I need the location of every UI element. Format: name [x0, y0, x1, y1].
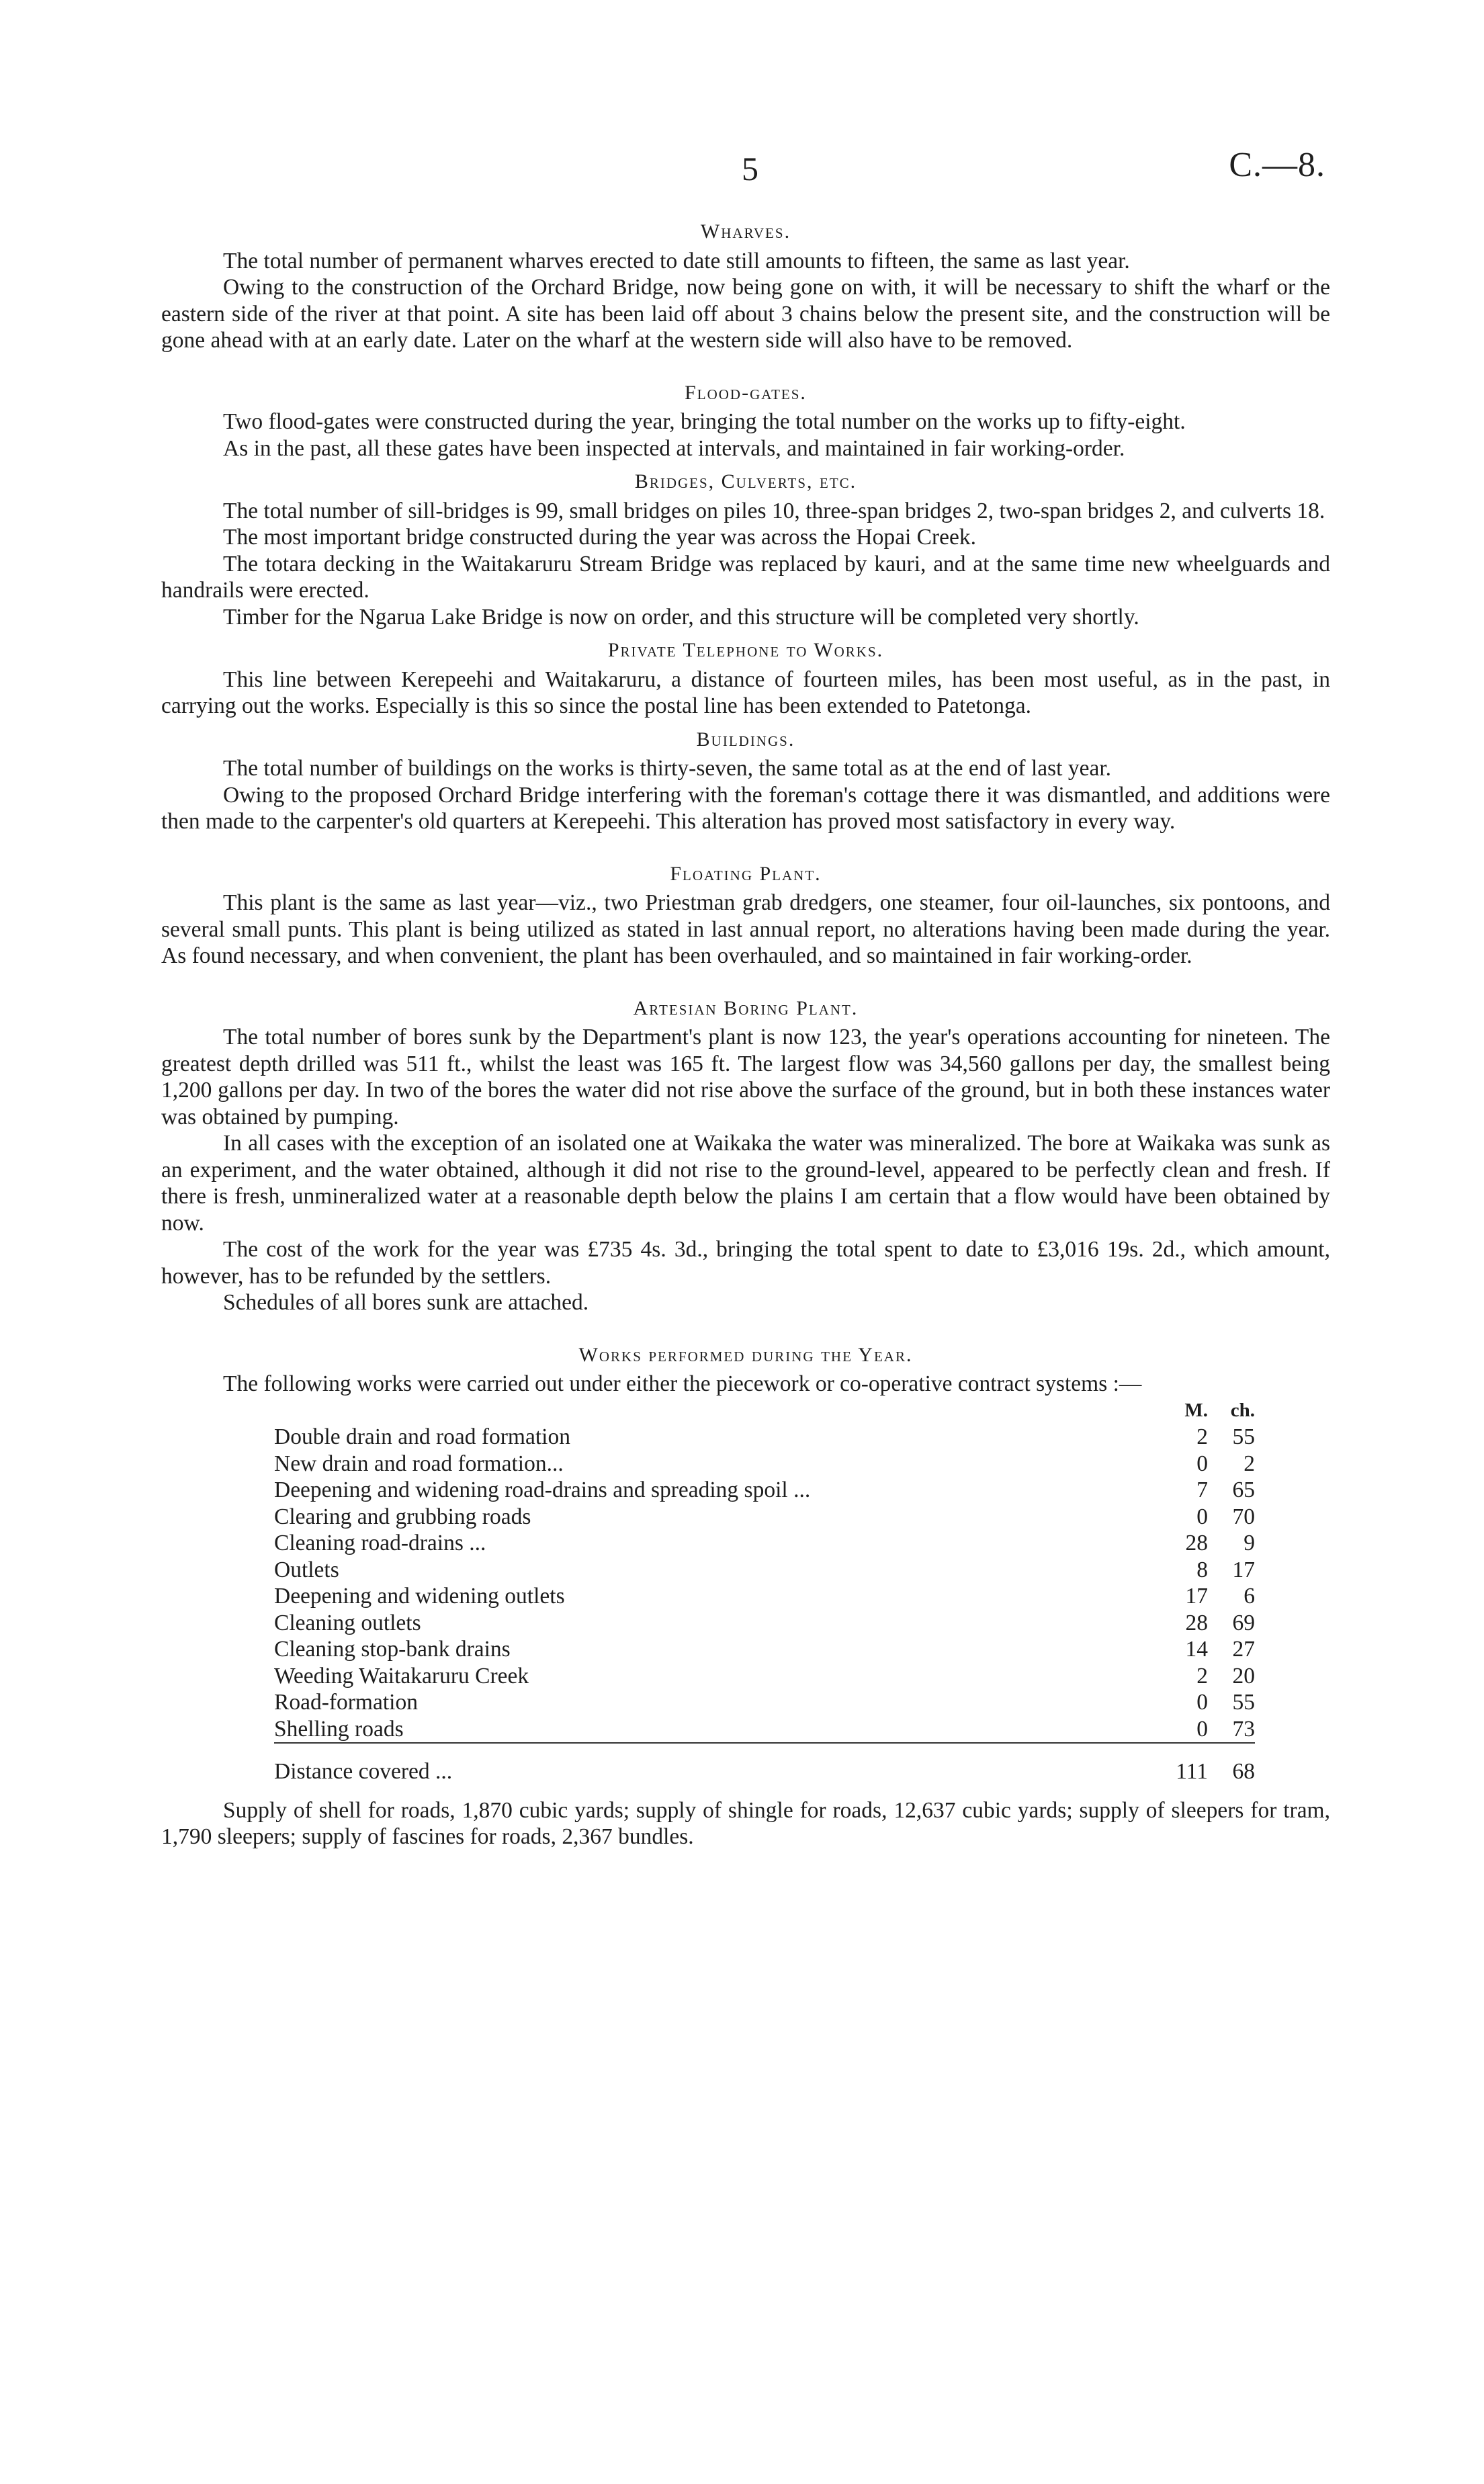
work-miles: 0 [1196, 1451, 1208, 1476]
section-heading-floating-plant: Floating Plant. [670, 862, 822, 885]
paragraph: The total number of bores sunk by the Department's plant is now 123, the year's operations accounting for nineteen. The greatest depth drilled was 511 ft., whilst the least was 165 ft. The largest flow was 34,560 gallons per day, the smallest being 1,200 gallons per day. In two of the bores the water did not rise above the surface of the ground, but in both these instances water was obtained by pumping. [161, 1025, 1330, 1129]
work-chains: 73 [1232, 1716, 1255, 1742]
work-label: Weeding Waitakaruru Creek [274, 1663, 529, 1688]
work-chains: 2 [1243, 1451, 1255, 1476]
work-miles: 17 [1185, 1584, 1208, 1609]
paragraph: This line between Kerepeehi and Waitakaruru, a distance of fourteen miles, has been most useful, as in the past, in carrying out the works. Especially is this so since the postal line has been extended to Patetonga. [161, 667, 1330, 718]
total-row [274, 1743, 1255, 1785]
paragraph: The total number of buildings on the works is thirty-seven, the same total as at the end of last year. [223, 756, 1112, 781]
table-row [274, 1610, 1255, 1637]
work-label: Cleaning stop-bank drains [274, 1637, 511, 1662]
table-row [274, 1663, 1255, 1690]
work-miles: 2 [1196, 1424, 1208, 1449]
table-row [274, 1504, 1255, 1531]
work-label: Deepening and widening outlets [274, 1584, 565, 1609]
paragraph: This plant is the same as last year—viz., two Priestman grab dredgers, one steamer, four oil-launches, six pontoons, and several small punts. This plant is being utilized as stated in last annual report, no alterations having been made during the year. As found necessary, and when convenient, the plant has been overhauled, and so maintained in fair working-order. [161, 890, 1330, 968]
work-chains: 9 [1243, 1531, 1255, 1555]
paragraph: The cost of the work for the year was £735 4s. 3d., bringing the total spent to date to £3,016 19s. 2d., which amount, however, has to be refunded by the settlers. [161, 1237, 1330, 1289]
page-reference: C.—8. [1229, 146, 1325, 184]
work-chains: 55 [1232, 1690, 1255, 1715]
work-label: Cleaning outlets [274, 1610, 421, 1635]
work-chains: 69 [1232, 1610, 1255, 1635]
paragraph: The totara decking in the Waitakaruru Stream Bridge was replaced by kauri, and at the same time new wheelguards and handrails were erected. [161, 551, 1330, 603]
work-miles: 28 [1185, 1531, 1208, 1555]
work-miles: 28 [1185, 1610, 1208, 1635]
work-chains: 70 [1232, 1504, 1255, 1529]
section-heading-works: Works performed during the Year. [578, 1343, 913, 1366]
total-label: Distance covered ... [274, 1743, 1147, 1785]
work-miles: 7 [1196, 1477, 1208, 1502]
document-body [161, 218, 1330, 1850]
work-chains: 20 [1232, 1663, 1255, 1688]
table-row [274, 1424, 1255, 1451]
works-table [274, 1398, 1255, 1785]
works-intro: The following works were carried out under either the piecework or co-operative contract systems :— [223, 1371, 1142, 1396]
paragraph: The most important bridge constructed during the year was across the Hopai Creek. [223, 525, 976, 550]
paragraph: In all cases with the exception of an isolated one at Waikaka the water was mineralized. The bore at Waikaka was sunk as an experiment, and the water obtained, although it did not rise to the ground-level, appeared to be perfectly clean and fresh. If there is fresh, unmineralized water at a reasonable depth below the plains I am certain that a flow would have been obtained by now. [161, 1131, 1330, 1236]
work-miles: 0 [1196, 1504, 1208, 1529]
work-chains: 6 [1243, 1584, 1255, 1609]
table-row [274, 1716, 1255, 1744]
work-label: Clearing and grubbing roads [274, 1504, 531, 1529]
works-table-header [274, 1398, 1255, 1424]
column-header-miles: M. [1184, 1399, 1208, 1421]
work-chains: 27 [1232, 1637, 1255, 1662]
work-label: Outlets [274, 1557, 339, 1582]
section-heading-buildings: Buildings. [696, 728, 795, 751]
table-row [274, 1689, 1255, 1716]
total-chains: 68 [1208, 1743, 1255, 1785]
table-row [274, 1636, 1255, 1663]
total-miles: 111 [1147, 1743, 1208, 1785]
paragraph: As in the past, all these gates have been inspected at intervals, and maintained in fair working-order. [223, 435, 1125, 461]
work-miles: 0 [1196, 1716, 1208, 1742]
table-row [274, 1530, 1255, 1557]
section-heading-flood-gates: Flood-gates. [685, 381, 807, 404]
table-row [274, 1557, 1255, 1584]
section-heading-bridges: Bridges, Culverts, etc. [634, 470, 857, 492]
table-row [274, 1583, 1255, 1610]
paragraph: Two flood-gates were constructed during the year, bringing the total number on the works up to fifty-eight. [223, 409, 1186, 434]
supply-paragraph: Supply of shell for roads, 1,870 cubic yards; supply of shingle for roads, 12,637 cubic yards; supply of sleepers for tram, 1,790 sleepers; supply of fascines for roads, 2,367 bundles. [161, 1797, 1330, 1849]
paragraph: Owing to the proposed Orchard Bridge interfering with the foreman's cottage there it was dismantled, and additions were then made to the carpenter's old quarters at Kerepeehi. This alteration has proved most satisfactory in every way. [161, 782, 1330, 834]
work-miles: 2 [1196, 1663, 1208, 1688]
work-label: Cleaning road-drains ... [274, 1531, 486, 1555]
column-header-chains: ch. [1230, 1399, 1255, 1421]
page-number: 5 [742, 150, 758, 187]
section-heading-telephone: Private Telephone to Works. [607, 639, 884, 661]
work-label: Road-formation [274, 1690, 418, 1715]
paragraph: Timber for the Ngarua Lake Bridge is now on order, and this structure will be completed very shortly. [223, 604, 1139, 630]
paragraph: Owing to the construction of the Orchard Bridge, now being gone on with, it will be necessary to shift the wharf or the eastern side of the river at that point. A site has been laid off about 3 chains below the present site, and the construction will be gone ahead with at an early date. Later on the wharf at the western side will also have to be removed. [161, 275, 1330, 353]
table-row [274, 1451, 1255, 1477]
work-label: Deepening and widening road-drains and spreading spoil ... [274, 1477, 811, 1502]
paragraph: The total number of sill-bridges is 99, small bridges on piles 10, three-span bridges 2, two-span bridges 2, and culverts 18. [223, 498, 1325, 523]
work-miles: 0 [1196, 1690, 1208, 1715]
work-label: Double drain and road formation [274, 1424, 570, 1449]
work-chains: 55 [1232, 1424, 1255, 1449]
paragraph: Schedules of all bores sunk are attached. [223, 1290, 589, 1315]
table-row [274, 1477, 1255, 1504]
work-miles: 14 [1185, 1637, 1208, 1662]
work-chains: 65 [1232, 1477, 1255, 1502]
work-label: New drain and road formation... [274, 1451, 564, 1476]
paragraph: The total number of permanent wharves erected to date still amounts to fifteen, the same as last year. [223, 248, 1130, 273]
work-miles: 8 [1196, 1557, 1208, 1582]
section-heading-artesian-boring: Artesian Boring Plant. [633, 996, 859, 1019]
work-label: Shelling roads [274, 1716, 404, 1742]
section-heading-wharves: Wharves. [700, 220, 791, 243]
work-chains: 17 [1232, 1557, 1255, 1582]
